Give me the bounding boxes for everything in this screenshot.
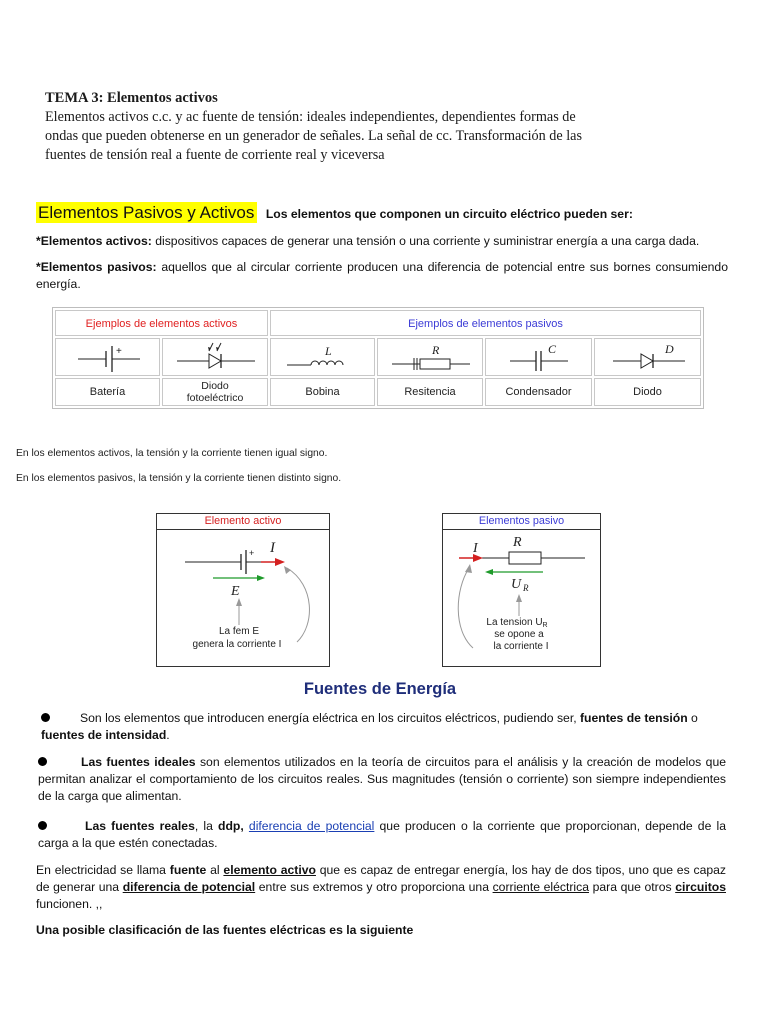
- pasivos-label: *Elementos pasivos:: [36, 260, 157, 274]
- section-heading: Elementos Pasivos y Activos: [36, 202, 257, 223]
- svg-text:La tension UR: La tension $U_R$: [486, 617, 548, 629]
- svg-text:R: R: [432, 343, 440, 357]
- diagram-elemento-pasivo: [442, 513, 601, 667]
- svg-text:L: L: [325, 344, 332, 358]
- tema-line: Elementos activos c.c. y ac fuente de tensión: ideales independientes, dependientes formas de: [45, 109, 576, 125]
- note-activos: En los elementos activos, la tensión y la corriente tienen igual signo.: [16, 448, 328, 459]
- svg-text:U: U: [511, 577, 522, 592]
- svg-text:+: +: [116, 346, 122, 357]
- circuitos-link[interactable]: circuitos: [675, 880, 726, 894]
- table-label-condensador: Condensador: [485, 378, 592, 406]
- section-heading-row: [36, 203, 736, 223]
- table-label-bateria: Batería: [55, 378, 160, 406]
- diferencia-de-potencial-link-2[interactable]: diferencia de potencial: [122, 880, 256, 894]
- svg-text:la corriente I: la corriente I: [493, 641, 549, 652]
- tema-title: TEMA 3: Elementos activos: [45, 90, 218, 106]
- diferencia-de-potencial-link[interactable]: diferencia de potencial: [248, 819, 375, 833]
- svg-text:+: +: [249, 548, 255, 558]
- capacitor-symbol: [486, 339, 591, 375]
- resistor-symbol: [378, 339, 482, 375]
- section-intro: Los elementos que componen un circuito eléctrico pueden ser:: [265, 207, 633, 221]
- table-header-activos: Ejemplos de elementos activos: [55, 310, 268, 336]
- bullet-icon: [41, 713, 50, 722]
- bullet-icon: [38, 757, 47, 766]
- photodiode-symbol-cell: [162, 338, 268, 376]
- diode-symbol-cell: [594, 338, 701, 376]
- tema-line: fuentes de tensión real a fuente de corriente real y viceversa: [45, 147, 385, 163]
- capacitor-symbol-cell: [485, 338, 592, 376]
- svg-text:La fem E: La fem E: [218, 626, 260, 637]
- svg-text:C: C: [548, 342, 557, 356]
- diagram-elemento-activo: [156, 513, 330, 667]
- tema-line: ondas que pueden obtenerse en un generador de señales. La señal de cc. Transformación de las: [45, 128, 582, 144]
- svg-text:D: D: [665, 342, 674, 356]
- elemento-activo-link[interactable]: elemento activo: [223, 863, 316, 877]
- fuentes-paragraph-3: Las fuentes reales, la ddp, diferencia de potencial que producen o la corriente que proporcionan, depende de la carga a la que estén conectadas.: [38, 819, 726, 850]
- bullet-icon: [38, 821, 47, 830]
- svg-text:genera la corriente I: genera la corriente I: [192, 639, 282, 650]
- activos-definition: [36, 233, 728, 250]
- battery-symbol: [56, 339, 159, 375]
- corriente-electrica-link[interactable]: corriente eléctrica: [492, 880, 589, 894]
- battery-symbol-cell: [55, 338, 160, 376]
- pasivos-text: aquellos que al circular corriente producen una diferencia de potencial entre sus bornes consumiendo energía.: [36, 260, 728, 291]
- svg-text:I: I: [473, 541, 478, 556]
- fuentes-paragraph-4: En electricidad se llama fuente al elemento activo que es capaz de entregar energía, los hay de dos tipos, uno que es capaz de generar una diferencia de potencial entre sus extremos y otro proporciona una corriente eléctrica para que otros circuitos funcionen. ,,: [36, 863, 726, 911]
- fuentes-paragraph-2: Las fuentes ideales son elementos utilizados en la teoría de circuitos para el análisis y la creación de modelos que permitan analizar el comportamiento de los circuitos reales. Sus magnitudes (tensión o corriente) son siempre independientes de la carga que alimentan.: [38, 755, 726, 803]
- inductor-symbol: [271, 339, 374, 375]
- photodiode-symbol: [163, 339, 267, 375]
- table-label-diodo-fotoelectrico: Diodo fotoeléctrico: [162, 378, 268, 406]
- table-header-pasivos: Ejemplos de elementos pasivos: [270, 310, 701, 336]
- table-label-resitencia: Resitencia: [377, 378, 483, 406]
- svg-text:E: E: [231, 584, 240, 599]
- diagram-pasivo-title: Elementos pasivo: [443, 514, 600, 530]
- svg-text:I: I: [270, 540, 275, 556]
- fuentes-heading: Fuentes de Energía: [303, 680, 457, 698]
- svg-text:R: R: [523, 583, 529, 593]
- diagram-activo-title: Elemento activo: [157, 514, 329, 530]
- table-label-diodo: Diodo: [594, 378, 701, 406]
- active-element-circuit: [157, 530, 329, 667]
- fuentes-paragraph-1: Son los elementos que introducen energía eléctrica en los circuitos eléctricos, pudiendo ser, fuentes de tensión o fuentes de intensidad.: [41, 711, 698, 742]
- activos-label: *Elementos activos:: [36, 234, 152, 248]
- passive-element-circuit: [443, 530, 600, 667]
- note-pasivos: En los elementos pasivos, la tensión y la corriente tienen distinto signo.: [16, 473, 342, 484]
- fuentes-classification: Una posible clasificación de las fuentes eléctricas es la siguiente: [36, 923, 414, 937]
- diode-symbol: [595, 339, 700, 375]
- activos-text: dispositivos capaces de generar una tensión o una corriente y suministrar energía a una carga dada.: [151, 234, 700, 248]
- resistor-symbol-cell: [377, 338, 483, 376]
- tema-block: [45, 89, 605, 165]
- table-label-bobina: Bobina: [270, 378, 375, 406]
- svg-text:R: R: [513, 535, 522, 550]
- inductor-symbol-cell: [270, 338, 375, 376]
- pasivos-definition: [36, 259, 728, 293]
- elements-table: [52, 307, 704, 409]
- svg-text:se opone a: se opone a: [494, 629, 544, 640]
